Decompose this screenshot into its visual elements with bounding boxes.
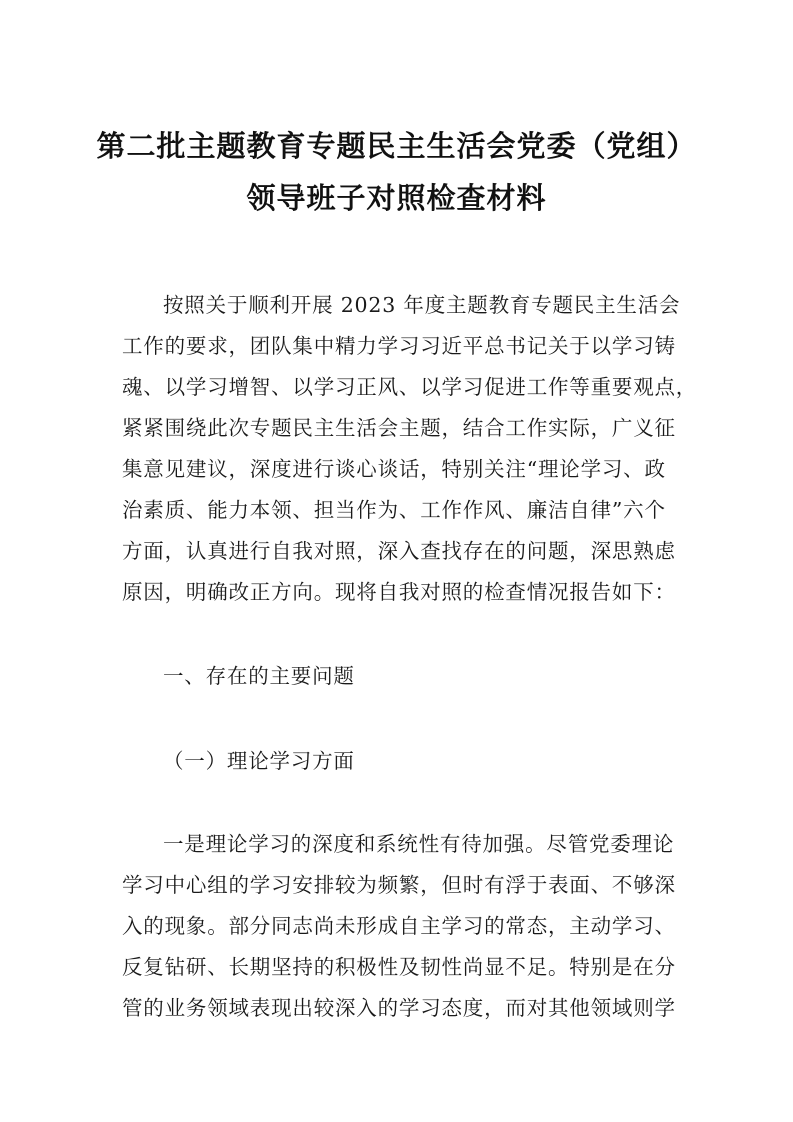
intro-paragraph-line: 集意见建议，深度进行谈心谈话，特别关注“理论学习、政 [122,457,666,481]
intro-paragraph [122,285,698,613]
intro-paragraph-line: 原因，明确改正方向。现将自我对照的检查情况报告如下： [122,580,676,604]
theory-study-paragraph-line: 管的业务领域表现出较深入的学习态度，而对其他领域则学 [122,996,676,1020]
section-heading-text: 一、存在的主要问题 [163,664,355,688]
theory-study-paragraph-line: 学习中心组的学习安排较为频繁，但时有浮于表面、不够深 [122,873,676,897]
intro-paragraph-line: 方面，认真进行自我对照，深入查找存在的问题，深思熟虑 [122,539,676,563]
intro-paragraph-line: 工作的要求，团队集中精力学习习近平总书记关于以学习铸 [122,334,676,358]
document-title-line-2: 领导班子对照检查材料 [246,181,547,215]
subsection-heading [122,741,682,782]
intro-paragraph-line: 按照关于顺利开展 2023 年度主题教育专题民主生活会 [163,293,681,317]
theory-study-paragraph-line: 入的现象。部分同志尚未形成自主学习的常态，主动学习、 [122,914,676,938]
subsection-heading-text: （一）理论学习方面 [163,749,355,773]
intro-paragraph-line: 紧紧围绕此次专题民主生活会主题，结合工作实际，广义征 [122,416,676,440]
document-title-line-1: 第二批主题教育专题民主生活会党委（党组） [96,129,697,163]
theory-study-paragraph-line: 反复钻研、长期坚持的积极性及韧性尚显不足。特别是在分 [122,955,676,979]
theory-study-paragraph-line: 一是理论学习的深度和系统性有待加强。尽管党委理论 [163,832,675,856]
intro-paragraph-line: 治素质、能力本领、担当作为、工作作风、廉洁自律”六个 [122,498,666,522]
section-heading [122,656,682,697]
theory-study-paragraph [122,824,682,1029]
intro-paragraph-line: 魂、以学习增智、以学习正风、以学习促进工作等重要观点， [122,375,698,399]
